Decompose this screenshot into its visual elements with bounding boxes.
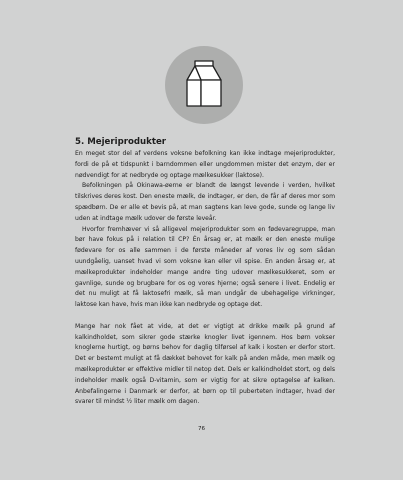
milk-carton-graphic xyxy=(165,46,243,124)
body-text xyxy=(75,149,335,408)
paragraph-3: Hvorfor fremhæver vi så alligevel mejeriprodukter som en fødevaregruppe, man bør have fokus på i relation til CP? Én årsag er, at mælk er den eneste mulige fødevare for os alle sammen i de første måneder af vores liv og som sådan uundgåelig, uanset hvad vi som voksne kan eller vil spise. En anden årsag er, at mælkeprodukter indeholder mange andre ting udover mælkesukkeret, som er gavnlige, sunde og brugbare for os og vores hjerne; også senere i livet. Endelig er det nu muligt at få laktosefri mælk, så man undgår de ubehagelige virkninger, laktose kan have, hvis man ikke kan nedbryde og optage det. xyxy=(75,225,335,309)
paragraph-2: Befolkningen på Okinawa-øerne er blandt de længst levende i verden, hvilket tilskrives deres kost. Den eneste mælk, de indtager, er den, de får af deres mor som spædbørn. De er alle et bevis på, at man sagtens kan leve gode, sunde og lange liv uden at indtage mælk udover de første leveår. xyxy=(75,182,335,222)
paragraph-4: Mange har nok fået at vide, at det er vigtigt at drikke mælk på grund af kalkindholdet, som sikrer gode stærke knogler livet igennem. Hos børn vokser knoglerne hurtigt, og børns behov for daglig tilførsel af kalk i kosten er derfor stort. Det er bestemt muligt at få dækket behovet for kalk på anden måde, men mælk og mælkeprodukter er effektive midler til netop det. Dels er kalkindholdet stort, og dels indeholder mælk også D-vitamin, som er vigtig for at sikre optagelse af kalken. Anbefalingerne i Danmark er derfor, at børn op til puberteten indtager, hvad der svarer til mindst ½ liter mælk om dagen. xyxy=(75,322,335,406)
page-number: 76 xyxy=(197,426,206,432)
section-heading: 5. Mejeriprodukter xyxy=(75,137,167,147)
paragraph-1: En meget stor del af verdens voksne befolkning kan ikke indtage mejeriprodukter, fordi de på et tidspunkt i barndommen eller ungdommen mister det enzym, der er nødvendigt for at nedbryde og optage mælkesukker (laktose). xyxy=(75,150,335,179)
milk-carton-icon xyxy=(165,46,243,124)
